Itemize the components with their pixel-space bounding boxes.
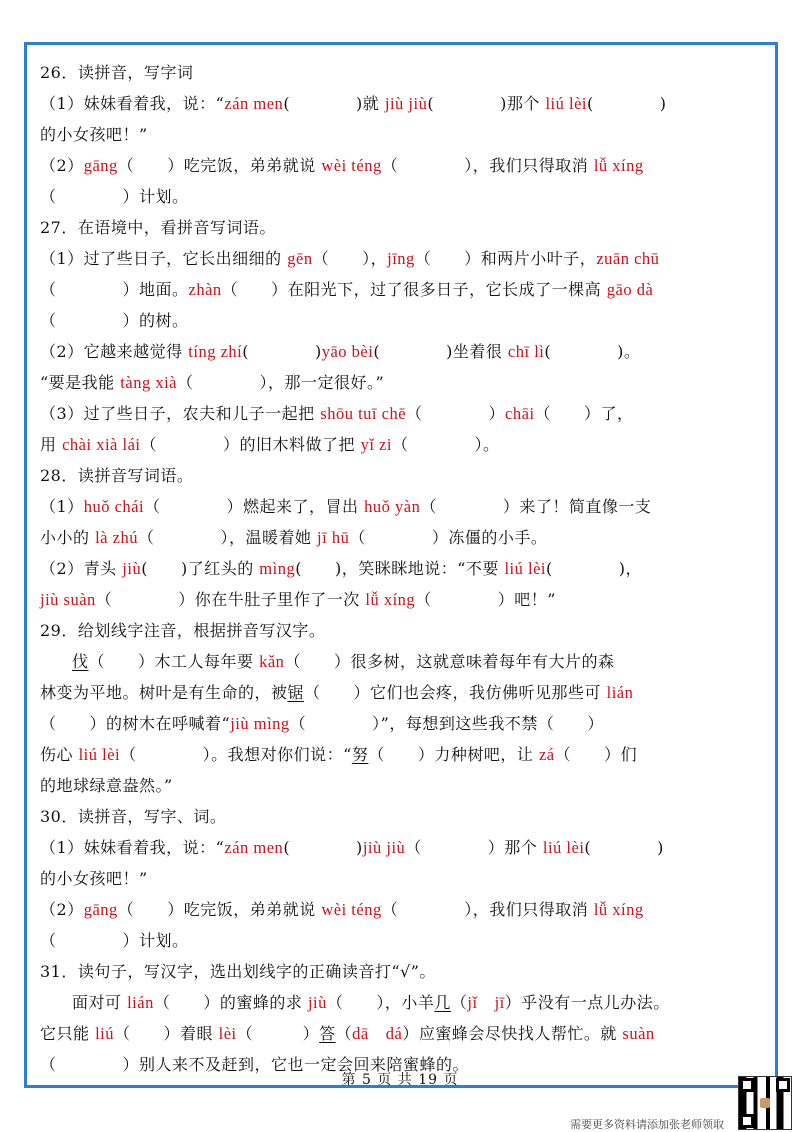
text-line [40, 491, 760, 522]
question-text: （ ）计划。 [40, 187, 189, 206]
question-text: （ ）吃完饭，弟弟就说 [117, 900, 322, 919]
pinyin-prompt: jiù [307, 993, 327, 1012]
question-text: ( )那个 [427, 94, 546, 113]
question-text: （ ）。我想对你们说：“ [120, 745, 352, 764]
question-text: （3）过了些日子，农夫和儿子一起把 [40, 404, 321, 423]
question-text: （ ）来了！简直像一支 [420, 497, 652, 516]
text-line [40, 305, 760, 336]
question-text: （ ）和两片小叶子， [414, 249, 597, 268]
question-text: （2） [40, 900, 84, 919]
question-text: （ ）吃完饭，弟弟就说 [117, 156, 322, 175]
question-text: （1）过了些日子，它长出细细的 [40, 249, 288, 268]
question-text: （ ），小羊 [326, 993, 435, 1012]
text-line [40, 863, 760, 894]
question-text: （ [335, 1024, 353, 1043]
text-line [40, 956, 760, 987]
pinyin-prompt: dā dá [352, 1024, 403, 1043]
question-text: （ ）的蜜蜂的求 [153, 993, 308, 1012]
pinyin-prompt: wèi téng [321, 156, 382, 175]
pinyin-prompt: lǚ xíng [593, 900, 644, 919]
pinyin-prompt: shōu tuī chē [320, 404, 407, 423]
question-text: 林变为平地。树叶是有生命的，被 [40, 683, 288, 702]
question-text: 面对可 [72, 993, 128, 1012]
pinyin-prompt: jiù jiù [362, 838, 406, 857]
question-text: （ ），我们只得取消 [381, 900, 594, 919]
question-text: 伤心 [40, 745, 79, 764]
underlined-char: 几 [434, 993, 451, 1012]
question-text: （ ）在阳光下，过了很多日子，它长成了一棵高 [221, 280, 607, 299]
pinyin-prompt: yǐ zi [360, 435, 392, 454]
pinyin-prompt: huǒ chái [83, 497, 145, 516]
question-text: （ ）着眼 [114, 1024, 219, 1043]
question-text: （ ）， [312, 249, 388, 268]
worksheet-content [40, 57, 760, 1080]
pinyin-prompt: zá [538, 745, 555, 764]
question-text: （1） [40, 497, 84, 516]
text-line [40, 336, 760, 367]
question-text: （ ）那个 [405, 838, 543, 857]
pinyin-prompt: lèi [218, 1024, 237, 1043]
question-text: （ ）它们也会疼，我仿佛听见那些可 [304, 683, 607, 702]
underlined-char: 努 [351, 745, 369, 764]
question-text: （ ）地面。 [40, 280, 189, 299]
question-text: ( )了红头的 [141, 559, 260, 578]
pinyin-prompt: kǎn [259, 652, 285, 671]
question-text: （ ）冻僵的小手。 [349, 528, 548, 547]
text-line [40, 584, 760, 615]
question-text: （2）青头 [40, 559, 123, 578]
question-text: 29．给划线字注音，根据拼音写汉字。 [40, 621, 326, 640]
promo-text: 需要更多资料请添加张老师领取 [570, 1118, 724, 1131]
text-line [40, 522, 760, 553]
question-text: 的小女孩吧！” [40, 125, 148, 144]
text-line [40, 615, 760, 646]
pinyin-prompt: liú lèi [542, 838, 585, 857]
pinyin-prompt: wèi téng [321, 900, 382, 919]
pinyin-prompt: zhàn [188, 280, 222, 299]
pinyin-prompt: gāo dà [606, 280, 654, 299]
underlined-char: 锯 [287, 683, 305, 702]
pinyin-prompt: liú [95, 1024, 115, 1043]
pinyin-prompt: liú lèi [504, 559, 547, 578]
question-text: 的小女孩吧！” [40, 869, 148, 888]
text-line [40, 398, 760, 429]
question-text: （ ）”，每想到这些我不禁（ ） [289, 714, 604, 733]
text-line [40, 801, 760, 832]
text-line [40, 88, 760, 119]
pinyin-prompt: chī lì [507, 342, 545, 361]
pinyin-prompt: huǒ yàn [364, 497, 421, 516]
pinyin-prompt: chài xià lái [62, 435, 141, 454]
question-text: （ ）的树。 [40, 311, 189, 330]
question-text: （ ）的树木在呼喊着“ [40, 714, 231, 733]
text-line [40, 460, 760, 491]
pinyin-prompt: liú lèi [78, 745, 121, 764]
pinyin-prompt: zán men [224, 94, 284, 113]
pinyin-prompt: zuān chū [596, 249, 660, 268]
pinyin-prompt: jiù [122, 559, 142, 578]
question-text: 26．读拼音，写字词 [40, 63, 194, 82]
question-text: （ ）燃起来了，冒出 [144, 497, 365, 516]
text-line [40, 925, 760, 956]
question-text: ( )， [546, 559, 643, 578]
pinyin-prompt: jī hū [317, 528, 350, 547]
text-line [40, 677, 760, 708]
text-line [40, 119, 760, 150]
question-text: （1）妹妹看着我，说：“ [40, 94, 225, 113]
pinyin-prompt: chāi [505, 404, 535, 423]
text-line [40, 739, 760, 770]
question-text: （2） [40, 156, 84, 175]
pinyin-prompt: gāng [83, 156, 118, 175]
question-text: （1）妹妹看着我，说：“ [40, 838, 225, 857]
page-number: 第 5 页 共 19 页 [341, 1072, 459, 1088]
text-line [40, 429, 760, 460]
text-line [40, 57, 760, 88]
question-text: ( ) [242, 342, 322, 361]
text-line [40, 212, 760, 243]
question-text: （ ）你在牛肚子里作了一次 [95, 590, 366, 609]
qr-code-icon[interactable] [738, 1076, 792, 1130]
question-text: （ ）木工人每年要 [88, 652, 260, 671]
pinyin-prompt: lián [606, 683, 634, 702]
text-line [40, 274, 760, 305]
text-line [40, 1018, 760, 1049]
text-line [40, 832, 760, 863]
question-text: （ ）了， [534, 404, 634, 423]
question-text: 27．在语境中，看拼音写词语。 [40, 218, 276, 237]
question-text: ）乎没有一点儿办法。 [504, 993, 670, 1012]
question-text: ( ) [283, 838, 363, 857]
pinyin-prompt: jǐ jī [467, 993, 505, 1012]
pinyin-prompt: tàng xià [120, 373, 177, 392]
question-text: （ ）计划。 [40, 931, 189, 950]
text-line [40, 770, 760, 801]
question-text: （ [450, 993, 468, 1012]
question-text: ( ) [586, 94, 667, 113]
question-text: （ ），那一定很好。” [176, 373, 385, 392]
question-text: “要是我能 [40, 373, 121, 392]
question-text: ( ) [584, 838, 664, 857]
pinyin-prompt: suàn [622, 1024, 655, 1043]
question-text: 的地球绿意盎然。” [40, 776, 173, 795]
question-text: 用 [40, 435, 63, 454]
pinyin-prompt: jīng [387, 249, 415, 268]
question-text: （ ）的旧木料做了把 [140, 435, 361, 454]
question-text: （ ） [406, 404, 506, 423]
pinyin-prompt: lǚ xíng [365, 590, 416, 609]
question-text: ( )。 [544, 342, 641, 361]
pinyin-prompt: là zhú [95, 528, 138, 547]
question-text: （ ），我们只得取消 [381, 156, 594, 175]
pinyin-prompt: tíng zhí [188, 342, 243, 361]
question-text: （ ）力种树吧，让 [368, 745, 539, 764]
text-line [40, 150, 760, 181]
question-text: 30．读拼音，写字、词。 [40, 807, 227, 826]
question-text: （ ）很多树，这就意味着每年有大片的森 [284, 652, 615, 671]
pinyin-prompt: gāng [83, 900, 118, 919]
pinyin-prompt: zán men [224, 838, 284, 857]
question-text: 它只能 [40, 1024, 96, 1043]
pinyin-prompt: lián [127, 993, 154, 1012]
question-text: 28．读拼音写词语。 [40, 466, 194, 485]
question-text: （ ）别人来不及赶到，它也一定会回来陪蜜蜂的。 [40, 1055, 470, 1074]
question-text: 31．读句子，写汉字，选出划线字的正确读音打“√”。 [40, 962, 436, 981]
text-line [40, 987, 760, 1018]
question-text: （ ） [236, 1024, 320, 1043]
pinyin-prompt: jiù suàn [40, 590, 96, 609]
text-line [40, 367, 760, 398]
question-text: （ ）。 [391, 435, 500, 454]
underlined-char: 伐 [72, 652, 89, 671]
text-line [40, 181, 760, 212]
text-line [40, 243, 760, 274]
text-line [40, 708, 760, 739]
question-text: ）应蜜蜂会尽快找人帮忙。就 [402, 1024, 623, 1043]
pinyin-prompt: jiù jiù [384, 94, 428, 113]
text-line [40, 894, 760, 925]
question-text: ( )坐着很 [373, 342, 508, 361]
text-line [40, 553, 760, 584]
question-text: ( )，笑眯眯地说：“不要 [295, 559, 505, 578]
question-text: （2）它越来越觉得 [40, 342, 189, 361]
pinyin-prompt: mìng [259, 559, 296, 578]
pinyin-prompt: lǚ xíng [593, 156, 644, 175]
pinyin-prompt: liú lèi [545, 94, 587, 113]
text-line [40, 646, 760, 677]
question-text: （ ），温暖着她 [137, 528, 318, 547]
question-text: 小小的 [40, 528, 96, 547]
question-text: （ ）们 [554, 745, 638, 764]
pinyin-prompt: yāo bèi [321, 342, 374, 361]
pinyin-prompt: jiù mìng [230, 714, 290, 733]
question-text: （ ）吧！” [415, 590, 556, 609]
underlined-char: 答 [319, 1024, 336, 1043]
question-text: ( )就 [283, 94, 385, 113]
pinyin-prompt: gēn [287, 249, 313, 268]
